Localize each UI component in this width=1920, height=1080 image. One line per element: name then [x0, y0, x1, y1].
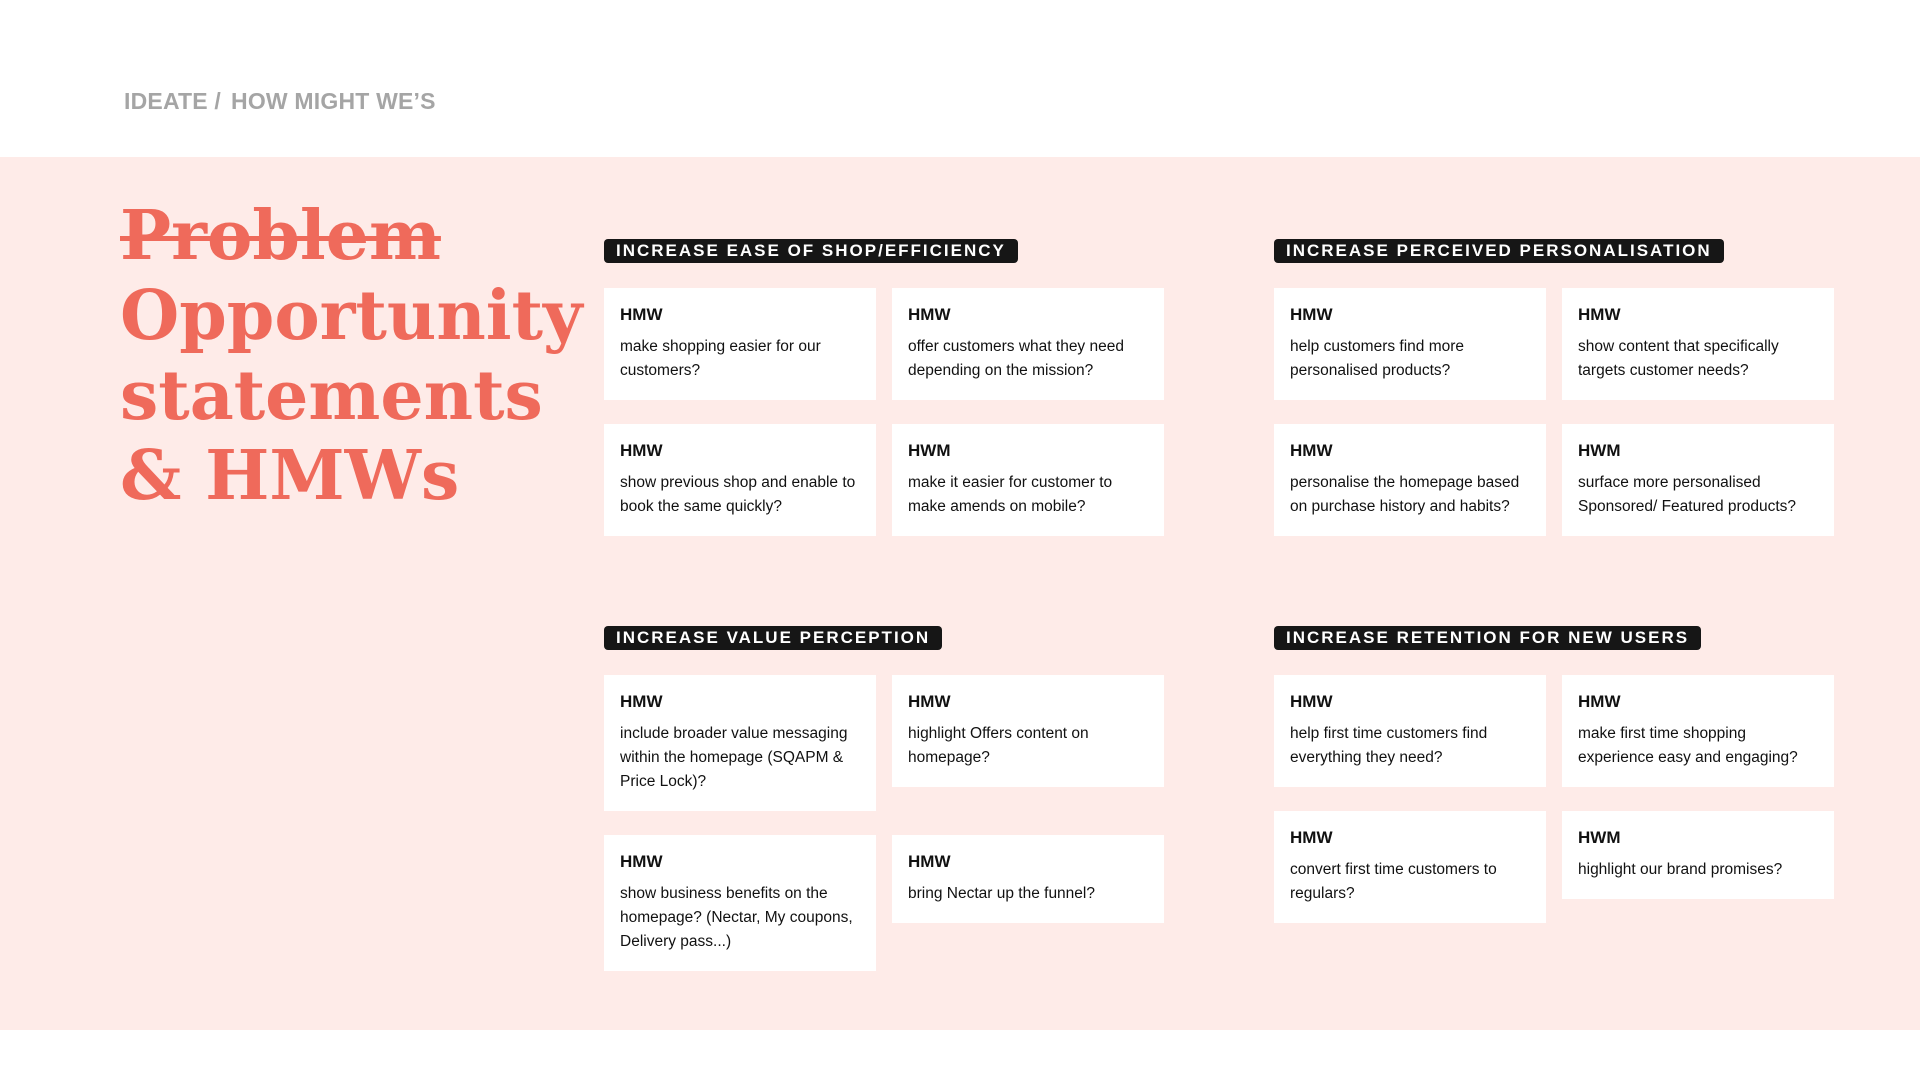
card-text: show content that specifically targets customer needs?	[1578, 338, 1779, 379]
card-key: HMW	[1578, 692, 1621, 711]
hmw-card	[1562, 288, 1834, 400]
breadcrumb-section[interactable]: IDEATE /	[124, 88, 222, 114]
hmw-card	[1274, 424, 1546, 536]
card-key: HMW	[1290, 305, 1333, 324]
title-line-2: statements	[120, 356, 543, 436]
card-text: personalise the homepage based on purchase history and habits?	[1290, 474, 1520, 515]
card-key: HMW	[620, 852, 663, 871]
card-key: HMW	[1290, 828, 1333, 847]
title-line-1: Opportunity	[120, 276, 583, 356]
card-key: HMW	[908, 305, 951, 324]
card-text: help first time customers find everything they need?	[1290, 725, 1488, 766]
hmw-card	[892, 835, 1164, 923]
hmw-card	[1562, 675, 1834, 787]
title-line-3: & HMWs	[120, 436, 460, 516]
hmw-card	[892, 675, 1164, 787]
card-key: HMW	[620, 692, 663, 711]
card-text: show business benefits on the homepage? (Nectar, My coupons, Delivery pass...)	[620, 885, 853, 950]
group-value-perception	[604, 626, 942, 650]
hmw-card	[1274, 675, 1546, 787]
card-key: HWM	[1578, 441, 1621, 460]
card-text: highlight our brand promises?	[1578, 861, 1783, 878]
hmw-card	[892, 288, 1164, 400]
group-personalisation	[1274, 239, 1724, 263]
group-tag: INCREASE RETENTION FOR NEW USERS	[1274, 626, 1701, 650]
card-key: HMW	[1578, 305, 1621, 324]
hmw-card	[1562, 811, 1834, 899]
group-tag: INCREASE PERCEIVED PERSONALISATION	[1274, 239, 1724, 263]
card-key: HMW	[1290, 692, 1333, 711]
hmw-card	[1274, 811, 1546, 923]
page-title	[120, 196, 583, 516]
hmw-card	[1274, 288, 1546, 400]
card-text: surface more personalised Sponsored/ Featured products?	[1578, 474, 1796, 515]
hmw-card	[604, 675, 876, 811]
hmw-card	[604, 288, 876, 400]
card-key: HMW	[1290, 441, 1333, 460]
hmw-card	[892, 424, 1164, 536]
card-text: convert first time customers to regulars?	[1290, 861, 1497, 902]
card-key: HMW	[620, 305, 663, 324]
group-ease-of-shop	[604, 239, 1018, 263]
card-text: make shopping easier for our customers?	[620, 338, 821, 379]
hmw-card	[604, 424, 876, 536]
card-text: highlight Offers content on homepage?	[908, 725, 1089, 766]
hmw-card	[1562, 424, 1834, 536]
card-text: include broader value messaging within the homepage (SQAPM & Price Lock)?	[620, 725, 848, 790]
hmw-card	[604, 835, 876, 971]
card-text: make it easier for customer to make amends on mobile?	[908, 474, 1113, 515]
breadcrumb	[120, 88, 436, 115]
group-retention	[1274, 626, 1701, 650]
card-text: help customers find more personalised products?	[1290, 338, 1465, 379]
card-text: show previous shop and enable to book the same quickly?	[620, 474, 856, 515]
group-tag: INCREASE EASE OF SHOP/EFFICIENCY	[604, 239, 1018, 263]
card-key: HMW	[908, 692, 951, 711]
card-text: offer customers what they need depending on the mission?	[908, 338, 1124, 379]
card-key: HMW	[620, 441, 663, 460]
title-struck-word: Problem	[120, 196, 441, 276]
breadcrumb-page: HOW MIGHT WE’S	[231, 88, 436, 114]
card-text: bring Nectar up the funnel?	[908, 885, 1095, 902]
card-text: make first time shopping experience easy and engaging?	[1578, 725, 1798, 766]
card-key: HWM	[908, 441, 951, 460]
card-key: HMW	[908, 852, 951, 871]
group-tag: INCREASE VALUE PERCEPTION	[604, 626, 942, 650]
card-key: HWM	[1578, 828, 1621, 847]
